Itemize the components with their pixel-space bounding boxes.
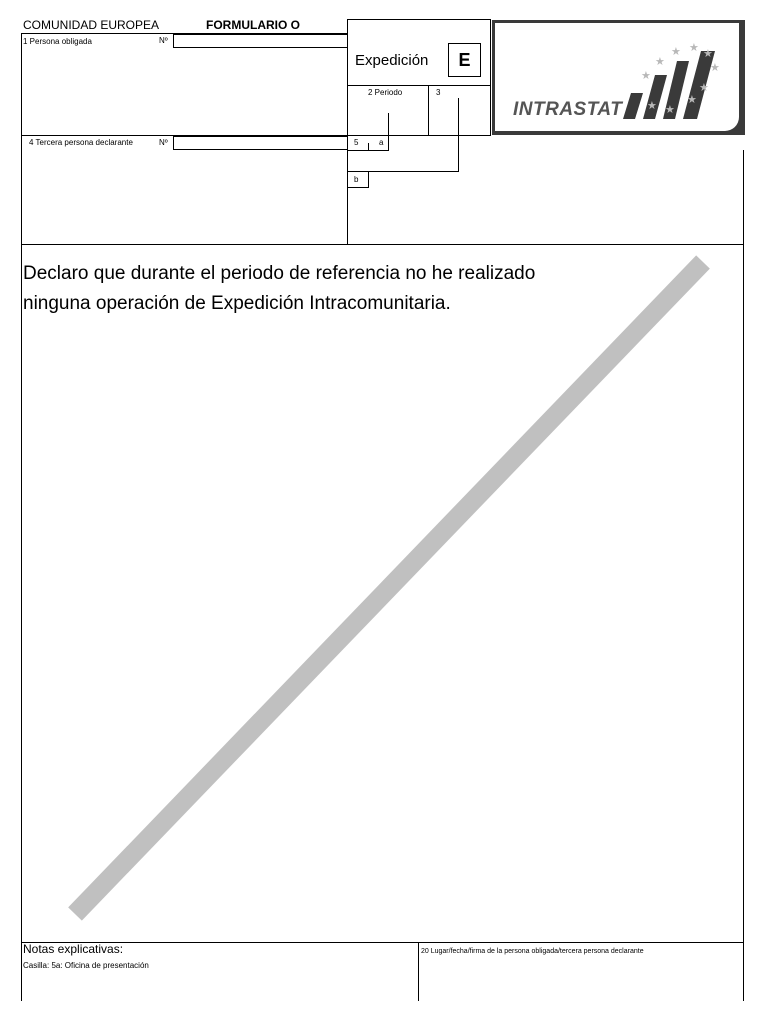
flow-label: Expedición [355,52,429,69]
notes-title: Notas explicativas: [23,942,124,956]
logo-star: ★ [687,94,697,106]
box3-label: 3 [436,88,441,97]
logo-star: ★ [710,62,720,74]
notes-item: Casilla: 5a: Oficina de presentación [23,961,149,970]
box4-label: 4 Tercera persona declarante [29,138,133,147]
flow-code: E [448,43,481,77]
logo-star: ★ [665,104,675,116]
footer-top-border [21,942,744,943]
box4-num-label: Nº [159,138,168,147]
box2-label: 2 Periodo [368,88,403,97]
signature-label: 20 Lugar/fecha/firma de la persona obligada/tercera persona declarante [421,948,644,955]
declaration-line-2: ninguna operación de Expedición Intracomunitaria. [23,293,451,314]
org-name: COMUNIDAD EUROPEA [23,18,160,32]
box1-label: 1 Persona obligada [23,37,92,46]
logo-star: ★ [699,82,709,94]
declaration-line-1: Declaro que durante el periodo de referencia no he realizado [23,263,536,284]
strike-line [75,262,703,914]
box5-sub-b: b [354,175,359,184]
box5-sub-a: a [379,138,384,147]
logo-star: ★ [689,42,699,54]
logo-star: ★ [671,46,681,58]
box5-label: 5 [354,138,359,147]
logo-star: ★ [641,70,651,82]
logo-star: ★ [703,48,713,60]
box1-num-label: Nº [159,36,168,45]
logo-star: ★ [655,56,665,68]
logo-text: INTRASTAT [513,99,623,120]
form-title: FORMULARIO O [206,18,300,32]
signature-field[interactable] [422,958,740,998]
footer-divider [418,942,419,1001]
logo-star: ★ [647,100,657,112]
